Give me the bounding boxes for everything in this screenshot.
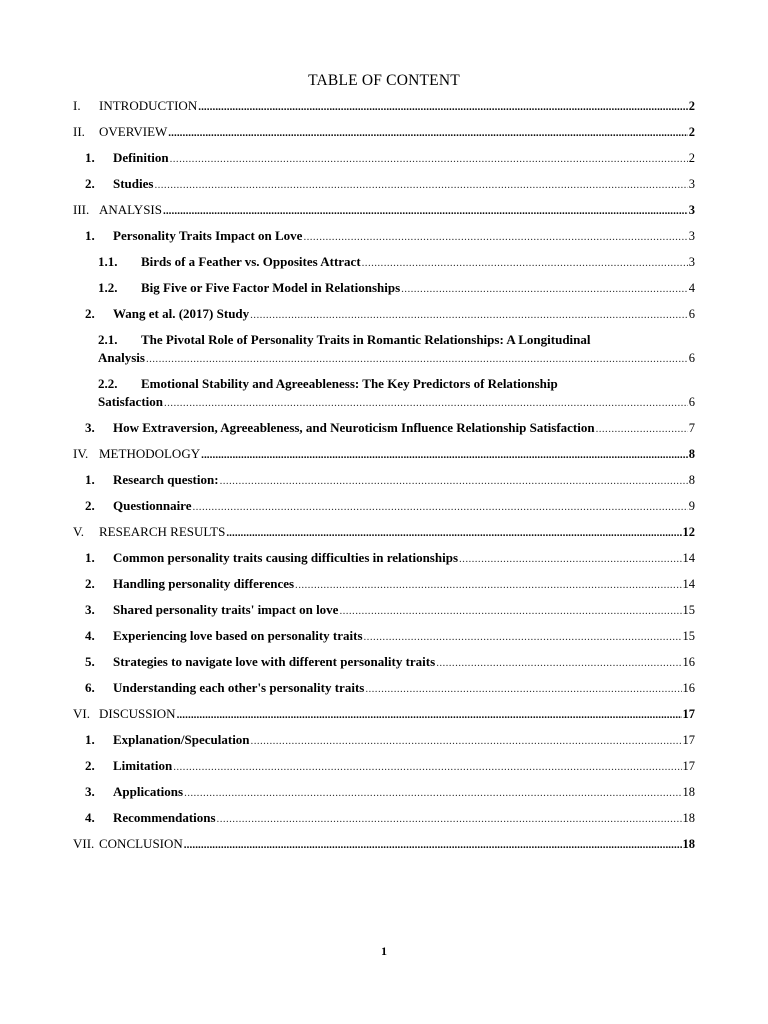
toc-entry-label: Big Five or Five Factor Model in Relationships [141,280,401,295]
toc-dot-leader [146,351,688,367]
toc-entry-page: 18 [682,785,695,799]
toc-entry-label: Definition [113,150,169,165]
toc-entry-page: 17 [682,733,695,747]
toc-entry-number: 1.1. [98,254,118,269]
toc-dot-leader [184,837,682,853]
toc-entry-label: Wang et al. (2017) Study [113,306,250,321]
toc-entry[interactable] [73,732,695,758]
toc-entry-number: 4. [85,810,95,825]
toc-entry[interactable] [73,498,695,524]
toc-entry[interactable] [73,446,695,472]
toc-entry-number: V. [73,524,84,539]
toc-entry-number: 1.2. [98,280,118,295]
toc-entry-number: 1. [85,228,95,243]
toc-entry[interactable] [73,524,695,550]
toc-dot-leader [170,151,688,167]
toc-entry-number: 2.1. [98,332,118,347]
toc-entry-label: Applications [113,784,184,799]
toc-entry[interactable] [73,202,695,228]
toc-dot-leader [295,577,681,593]
toc-entry-number: 3. [85,602,95,617]
toc-entry-label: Common personality traits causing difficulties in relationships [113,550,459,565]
toc-dot-leader [173,759,681,775]
toc-entry[interactable] [73,628,695,654]
toc-entry-label: Handling personality differences [113,576,295,591]
toc-entry-label: Personality Traits Impact on Love [113,228,303,243]
toc-entry-page: 16 [682,681,695,695]
toc-entry-number: 2. [85,576,95,591]
toc-entry-label: CONCLUSION [99,836,183,851]
toc-entry-label: DISCUSSION [99,706,176,721]
toc-entry-page: 3 [688,255,695,269]
toc-entry[interactable] [73,280,695,306]
toc-entry[interactable] [73,706,695,732]
toc-entry[interactable] [73,810,695,836]
toc-entry[interactable] [73,758,695,784]
toc-entry-number: 3. [85,784,95,799]
toc-entry-page: 16 [682,655,695,669]
toc-entry-number: IV. [73,446,89,461]
toc-dot-leader [226,525,681,541]
toc-entry-page: 2 [688,151,695,165]
toc-entry-label: Questionnaire [113,498,192,513]
toc-dot-leader [401,281,688,297]
toc-entry[interactable] [73,306,695,332]
toc-dot-leader [201,447,688,463]
toc-entry-page: 15 [682,603,695,617]
toc-entry-number: 2. [85,498,95,513]
toc-dot-leader [364,629,682,645]
toc-entry[interactable] [73,576,695,602]
toc-entry[interactable] [73,376,695,420]
toc-dot-leader [365,681,681,697]
toc-entry-label: The Pivotal Role of Personality Traits in Romantic Relationships: A Longitudinal [141,332,591,347]
toc-dot-leader [184,785,681,801]
toc-entry-label: ANALYSIS [99,202,162,217]
toc-entry-label: Understanding each other's personality traits [113,680,365,695]
toc-entry-label: METHODOLOGY [99,446,201,461]
toc-entry-page: 9 [688,499,695,513]
toc-dot-leader [436,655,681,671]
toc-entry[interactable] [73,472,695,498]
toc-entry-number: VI. [73,706,90,721]
toc-entry-page: 8 [688,473,695,487]
toc-entry-label: How Extraversion, Agreeableness, and Neuroticism Influence Relationship Satisfaction [113,420,595,435]
toc-entry-page: 8 [688,447,695,461]
toc-entry-label: Birds of a Feather vs. Opposites Attract [141,254,361,269]
toc-dot-leader [163,203,688,219]
toc-entry[interactable] [73,98,695,124]
page-number: 1 [381,944,387,958]
toc-entry-label: INTRODUCTION [99,98,198,113]
toc-entry-number: 3. [85,420,95,435]
toc-entry-page: 3 [688,203,695,217]
toc-entry-page: 7 [688,421,695,435]
toc-entry[interactable] [73,124,695,150]
toc-entry-number: 2. [85,758,95,773]
toc-entry-label: Limitation [113,758,173,773]
toc-entry-page: 2 [688,125,695,139]
toc-entry[interactable] [73,836,695,862]
toc-entry[interactable] [73,602,695,628]
toc-entry[interactable] [73,228,695,254]
toc-entry-number: II. [73,124,85,139]
toc-entry-page: 15 [682,629,695,643]
toc-entry-page: 3 [688,229,695,243]
toc-entry[interactable] [73,680,695,706]
toc-entry-label: OVERVIEW [99,124,168,139]
toc-dot-leader [459,551,681,567]
toc-entry-page: 2 [688,99,695,113]
toc-entry-number: 2. [85,306,95,321]
toc-entry[interactable] [73,550,695,576]
toc-entry-label-continued: Analysis [98,350,145,365]
toc-dot-leader [193,499,688,515]
toc-entry-page: 6 [688,395,695,409]
toc-dot-leader [154,177,687,193]
toc-dot-leader [251,733,682,749]
toc-dot-leader [217,811,682,827]
toc-dot-leader [596,421,688,437]
toc-dot-leader [177,707,682,723]
toc-entry-page: 6 [688,307,695,321]
toc-entry-number: 1. [85,550,95,565]
toc-entry-number: I. [73,98,81,113]
toc-entry[interactable] [73,784,695,810]
toc-entry-number: VII. [73,836,95,851]
toc-entry-number: 4. [85,628,95,643]
toc-entry[interactable] [73,654,695,680]
toc-entry-page: 3 [688,177,695,191]
toc-entry-page: 4 [688,281,695,295]
toc-title: TABLE OF CONTENT [308,72,460,89]
toc-entry-page: 18 [682,811,695,825]
toc-entry-page: 14 [682,577,695,591]
toc-entry-number: 1. [85,472,95,487]
toc-dot-leader [303,229,687,245]
toc-entry[interactable] [73,150,695,176]
toc-entry-label: Experiencing love based on personality traits [113,628,363,643]
toc-dot-leader [339,603,681,619]
toc-entry-number: 1. [85,732,95,747]
toc-entry-label: Research question: [113,472,219,487]
toc-entry[interactable] [73,176,695,202]
toc-entry-label: Recommendations [113,810,216,825]
toc-dot-leader [168,125,687,141]
toc-entry-page: 6 [688,351,695,365]
toc-entry-label: Emotional Stability and Agreeableness: The Key Predictors of Relationship [141,376,558,391]
toc-entry-label: Shared personality traits' impact on love [113,602,339,617]
toc-dot-leader [362,255,688,271]
toc-dot-leader [220,473,688,489]
toc-entry[interactable] [73,254,695,280]
toc-entry[interactable] [73,420,695,446]
toc-entry-page: 17 [682,707,695,721]
toc-entry-label: Explanation/Speculation [113,732,250,747]
toc-dot-leader [250,307,688,323]
toc-entry-page: 17 [682,759,695,773]
toc-dot-leader [164,395,688,411]
table-of-contents [73,98,695,862]
toc-entry-label-continued: Satisfaction [98,394,163,409]
toc-entry-number: III. [73,202,90,217]
toc-entry-number: 5. [85,654,95,669]
toc-entry-page: 14 [682,551,695,565]
toc-entry-number: 6. [85,680,95,695]
toc-entry-number: 1. [85,150,95,165]
toc-entry-number: 2.2. [98,376,118,391]
toc-entry-label: Studies [113,176,154,191]
toc-entry-number: 2. [85,176,95,191]
toc-dot-leader [198,99,688,115]
toc-entry-page: 12 [682,525,695,539]
toc-entry-label: RESEARCH RESULTS [99,524,226,539]
toc-entry-page: 18 [682,837,695,851]
toc-entry[interactable] [73,332,695,376]
toc-entry-label: Strategies to navigate love with different personality traits [113,654,436,669]
